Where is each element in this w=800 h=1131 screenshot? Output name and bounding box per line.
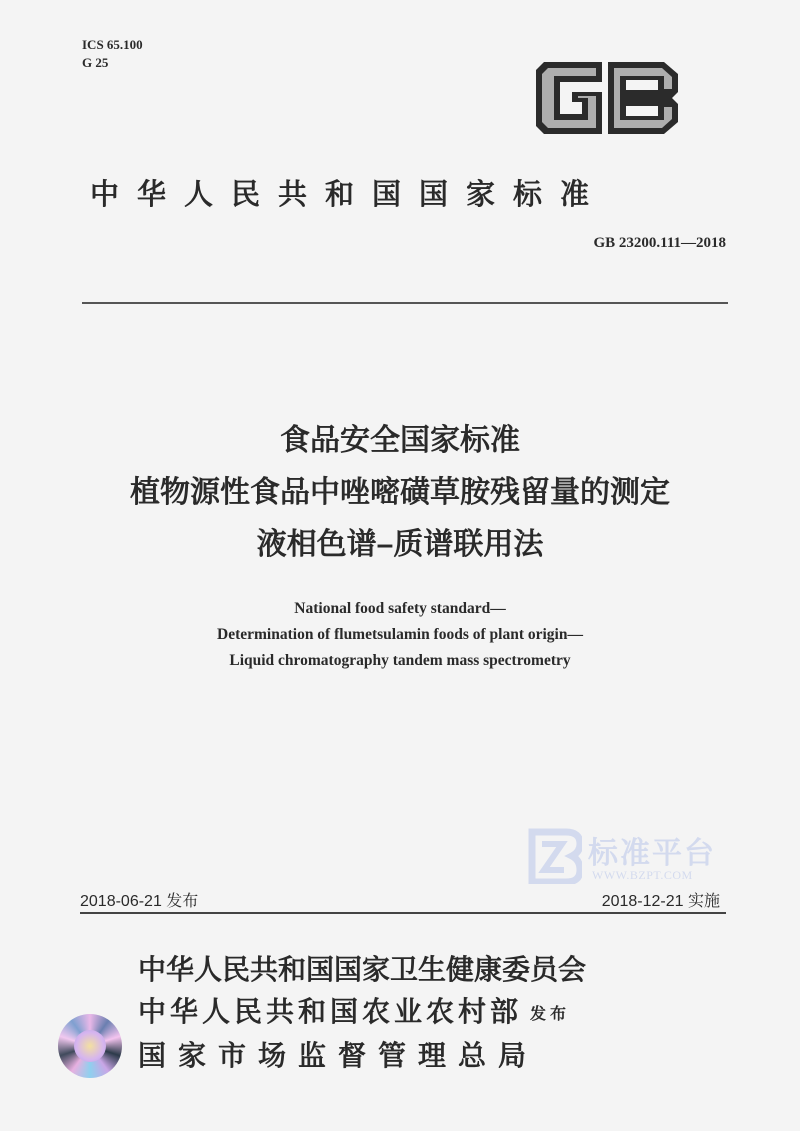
publishers [138,950,586,1078]
watermark-url: WWW.BZPT.COM [592,868,693,882]
cn-title-line-3: 液相色谱–质谱联用法 [256,528,544,561]
en-title-line-1: National food safety standard— [294,600,506,617]
cn-title-line-1: 食品安全国家标准 [280,424,520,457]
watermark-text: 标准平台 [588,837,716,870]
publisher-2-row [138,992,586,1036]
gb-logo-icon [532,58,684,138]
national-standard-heading: 中华人民共和国国家标准 [90,179,608,211]
issue-date: 2018-06-21 发布 [80,893,199,910]
standard-number: GB 23200.111—2018 [593,235,726,251]
watermark [528,828,728,888]
en-title-line-2: Determination of flumetsulamin foods of plant origin— [217,626,583,643]
hologram-seal-icon [58,1014,122,1078]
cn-title-line-2: 植物源性食品中唑嘧磺草胺残留量的测定 [130,476,670,509]
en-title-line-3: Liquid chromatography tandem mass spectrometry [229,652,571,669]
publisher-3: 国家市场监督管理总局 [138,1040,539,1072]
bottom-divider [80,912,726,914]
ics-code: ICS 65.100 [82,37,143,52]
ccs-code: G 25 [82,55,109,70]
bzpt-logo-icon [528,828,582,884]
top-divider [82,302,728,304]
classification-codes [82,36,143,72]
chinese-title [0,415,800,571]
publisher-2: 中华人民共和国农业农村部 [138,997,523,1028]
publish-label: 发布 [530,1005,571,1023]
hologram-center [74,1030,106,1062]
publisher-1: 中华人民共和国国家卫生健康委员会 [138,955,587,986]
english-title [0,596,800,674]
implementation-date: 2018-12-21 实施 [601,893,720,910]
